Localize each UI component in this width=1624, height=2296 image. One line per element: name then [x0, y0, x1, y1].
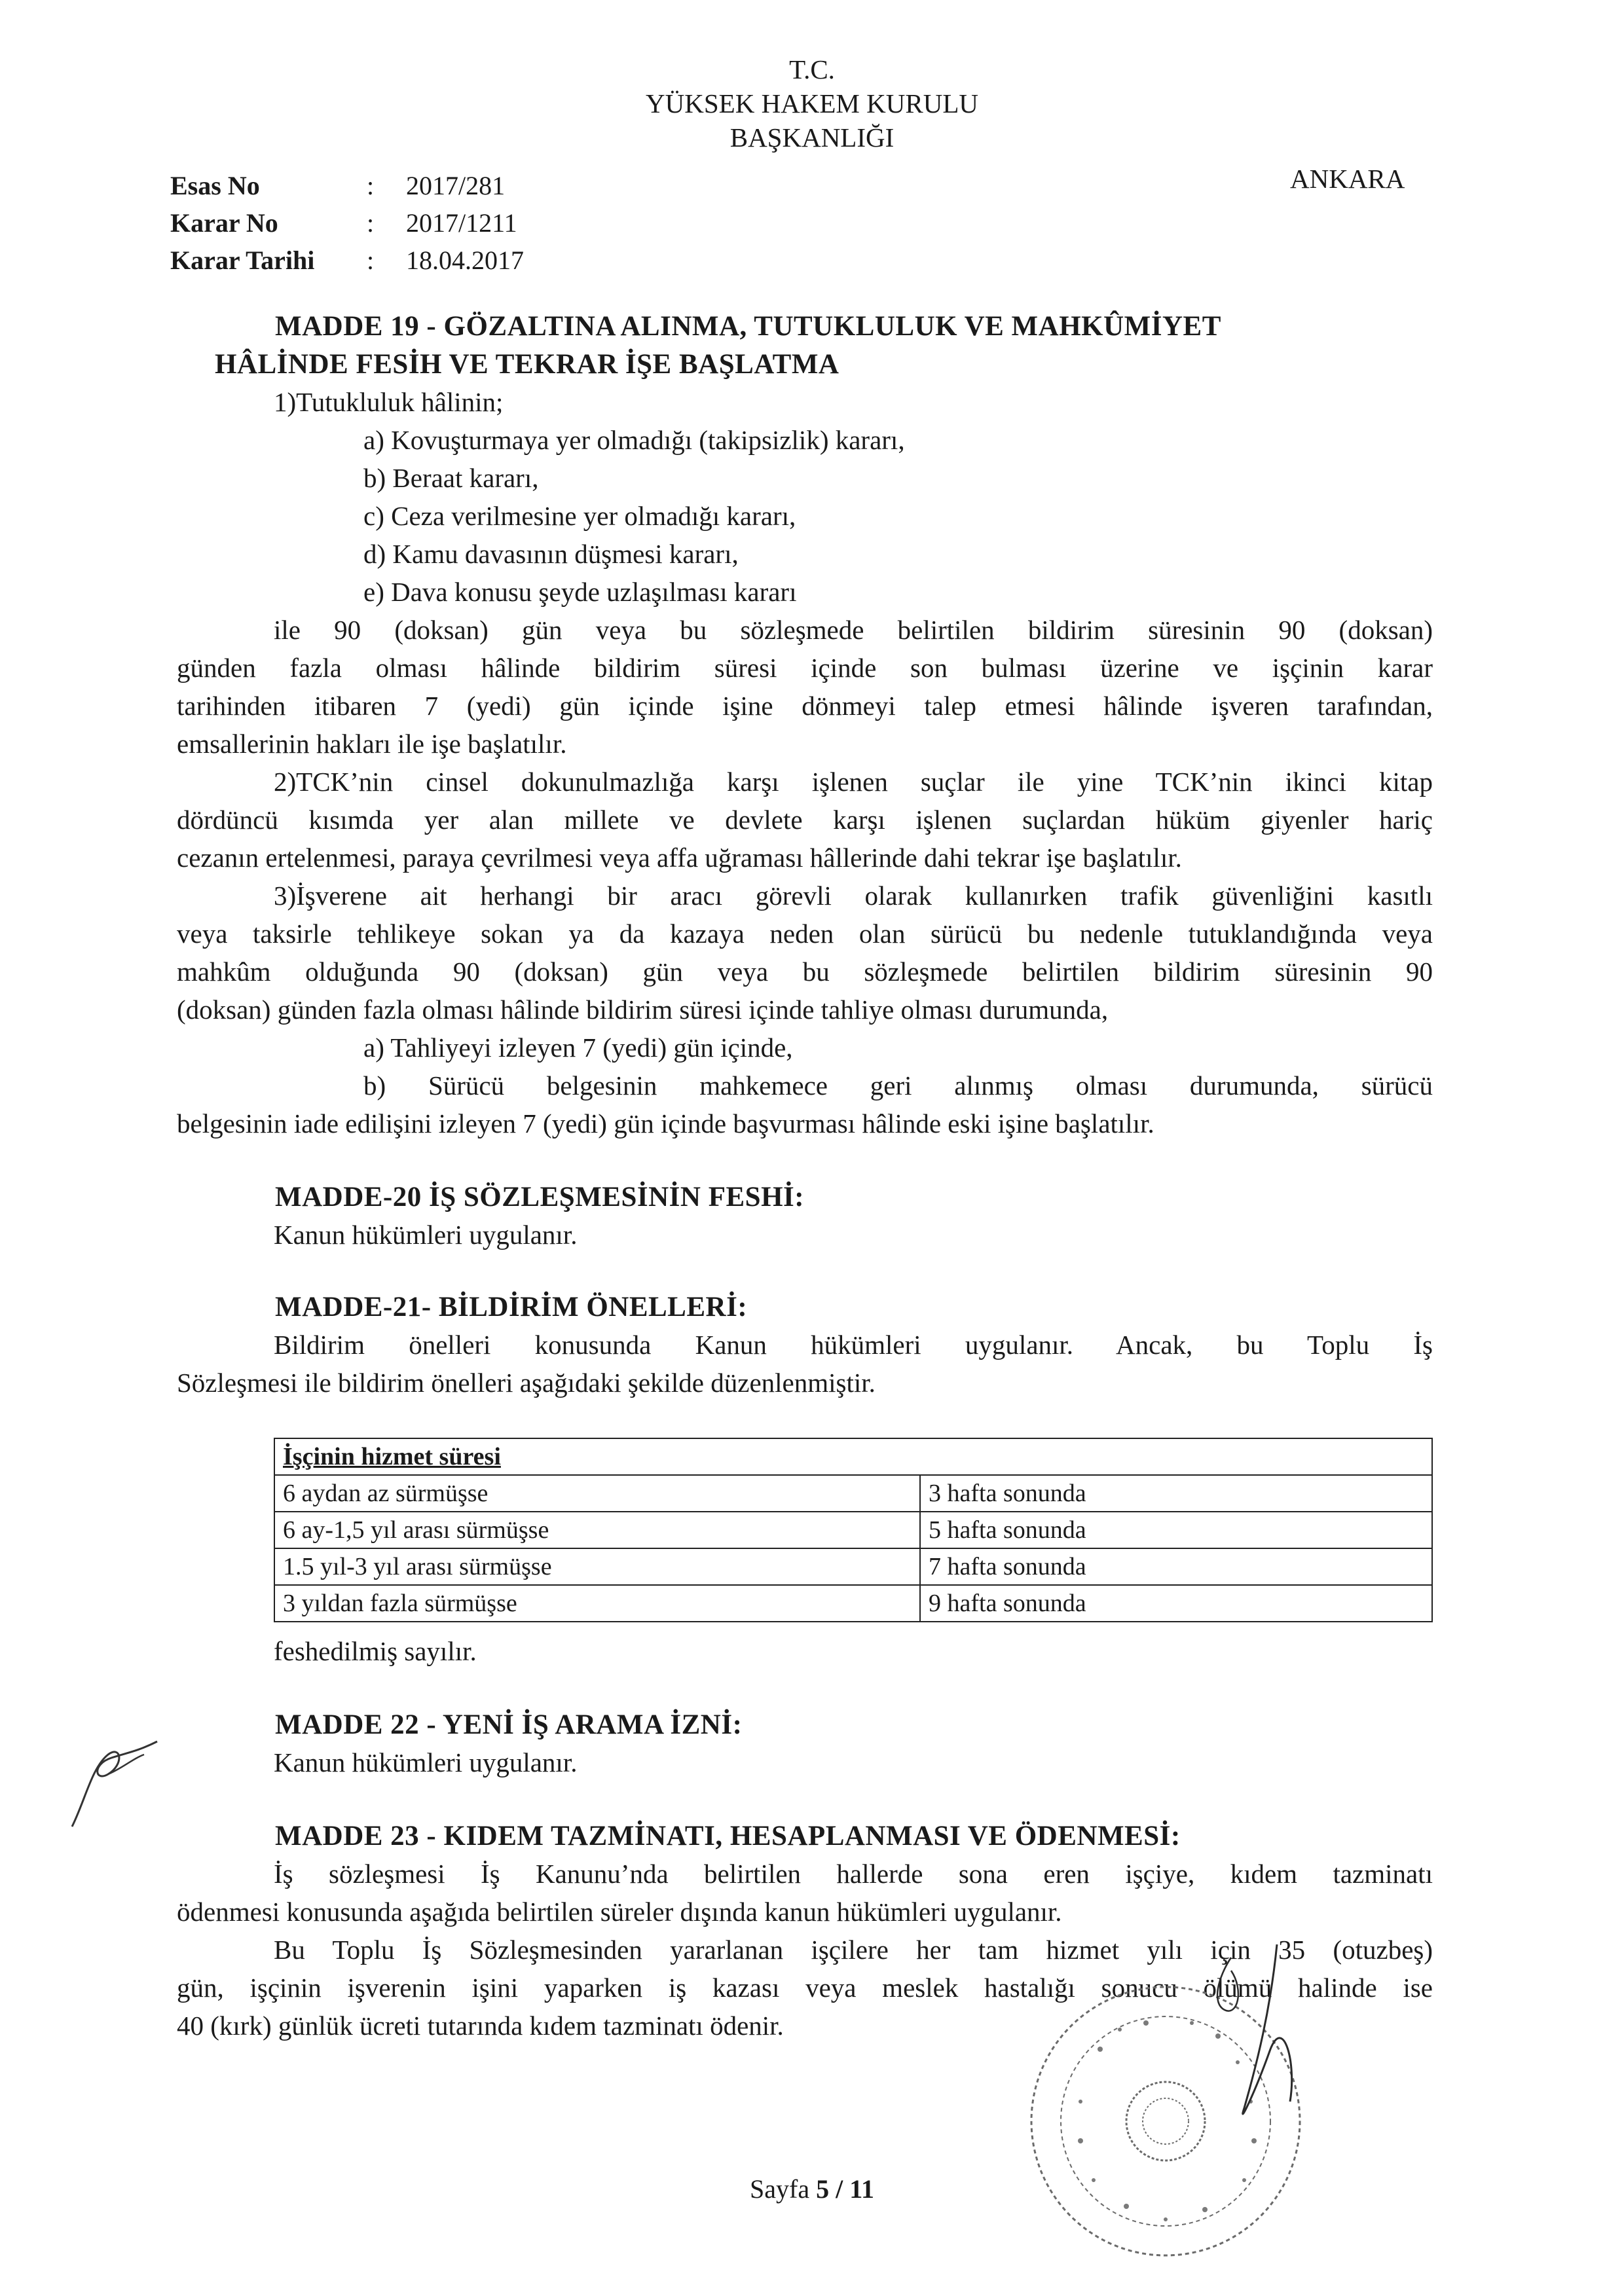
article-19-p3-line4: (doksan) günden fazla olması hâlinde bildirim süresi içinde tahliye olması durumunda,	[177, 994, 1109, 1025]
handwritten-initials-icon	[46, 1728, 164, 1840]
article-19-p1-line2: günden fazla olması hâlinde bildirim süresi içinde son bulması üzerine ve işçinin karar	[177, 653, 1433, 683]
article-19-p1-line1: ile 90 (doksan) gün veya bu sözleşmede belirtilen bildirim süresinin 90 (doksan)	[274, 615, 1433, 645]
article-20-text: Kanun hükümleri uygulanır.	[274, 1220, 578, 1250]
notice-cell: 9 hafta sonunda	[920, 1585, 1432, 1622]
meta-value: 18.04.2017	[406, 246, 524, 275]
page-current: 5	[816, 2174, 830, 2204]
meta-label: Esas No	[170, 171, 260, 200]
article-23-p1-line2: ödenmesi konusunda aşağıda belirtilen süreler dışında kanun hükümleri uygulanır.	[177, 1897, 1062, 1927]
notice-period-table	[274, 1438, 1433, 1622]
table-row	[274, 1475, 1432, 1512]
article-21-line2: Sözleşmesi ile bildirim önelleri aşağıdaki şekilde düzenlenmiştir.	[177, 1368, 876, 1398]
duration-cell: 3 yıldan fazla sürmüşse	[274, 1585, 920, 1622]
institution-header	[458, 52, 1166, 155]
page-number	[0, 2170, 1624, 2208]
meta-row-tarih	[170, 242, 524, 279]
notice-cell: 3 hafta sonunda	[920, 1475, 1432, 1512]
article-19-p2-line3: cezanın ertelenmesi, paraya çevrilmesi veya affa uğraması hâllerinde dahi tekrar işe başlatılır.	[177, 843, 1182, 873]
article-19-item-a: a) Kovuşturmaya yer olmadığı (takipsizlik) kararı,	[363, 425, 905, 455]
article-19-p3-line3: mahkûm olduğunda 90 (doksan) gün veya bu sözleşmede belirtilen bildirim süresinin 90	[177, 957, 1433, 987]
city-label: ANKARA	[1290, 164, 1405, 194]
article-19-title-line1: MADDE 19 - GÖZALTINA ALINMA, TUTUKLULUK VE MAHKÛMİYET	[275, 311, 1221, 342]
article-19-p1-line4: emsallerinin hakları ile işe başlatılır.	[177, 729, 567, 759]
article-19-p3-line2: veya taksirle tehlikeye sokan ya da kazaya neden olan sürücü bu nedenle tutuklandığında veya	[177, 919, 1433, 949]
article-21-title: MADDE-21- BİLDİRİM ÖNELLERİ:	[275, 1292, 748, 1322]
meta-row-esas	[170, 167, 524, 204]
duration-cell: 6 ay-1,5 yıl arası sürmüşse	[274, 1512, 920, 1548]
article-21-line1: Bildirim önelleri konusunda Kanun hükümleri uygulanır. Ancak, bu Toplu İş	[274, 1330, 1433, 1360]
article-19-p3-line1: 3)İşverene ait herhangi bir aracı görevli olarak kullanırken trafik güvenliğini kasıtlı	[274, 881, 1433, 911]
meta-sep: :	[367, 246, 375, 275]
meta-label: Karar No	[170, 208, 278, 238]
notice-cell: 5 hafta sonunda	[920, 1512, 1432, 1548]
article-19-p2-line1: 2)TCK’nin cinsel dokunulmazlığa karşı işlenen suçlar ile yine TCK’nin ikinci kitap	[274, 767, 1433, 797]
meta-value: 2017/1211	[406, 208, 517, 238]
article-19-p3-item-a: a) Tahliyeyi izleyen 7 (yedi) gün içinde,	[363, 1032, 793, 1063]
table-row	[274, 1548, 1432, 1585]
article-19-title-line2: HÂLİNDE FESİH VE TEKRAR İŞE BAŞLATMA	[215, 349, 840, 380]
duration-cell: 6 aydan az sürmüşse	[274, 1475, 920, 1512]
page-label: Sayfa	[750, 2174, 810, 2204]
header-tc: T.C.	[789, 54, 835, 84]
article-22-title: MADDE 22 - YENİ İŞ ARAMA İZNİ:	[275, 1709, 743, 1740]
article-23-p1-line1: İş sözleşmesi İş Kanunu’nda belirtilen hallerde sona eren işçiye, kıdem tazminatı	[274, 1859, 1433, 1889]
article-23-p2-line2: gün, işçinin işverenin işini yaparken iş kazası veya meslek hastalığı sonucu ölümü halinde ise	[177, 1973, 1433, 2003]
case-meta-table	[170, 167, 524, 279]
article-23-title: MADDE 23 - KIDEM TAZMİNATI, HESAPLANMASI VE ÖDENMESİ:	[275, 1821, 1181, 1851]
table-header-cell: İşçinin hizmet süresi	[274, 1438, 1432, 1475]
meta-sep: :	[367, 208, 375, 238]
meta-value: 2017/281	[406, 171, 506, 200]
article-19-item-d: d) Kamu davasının düşmesi kararı,	[363, 539, 739, 569]
meta-row-karar	[170, 204, 524, 242]
article-19-p2-line2: dördüncü kısımda yer alan millete ve devlete karşı işlenen suçlardan hüküm giyenler hariç	[177, 805, 1433, 835]
article-19-p1-intro: 1)Tutukluluk hâlinin;	[274, 387, 504, 417]
table-row	[274, 1585, 1432, 1622]
page-total: 11	[849, 2174, 874, 2204]
article-19-p1-line3: tarihinden itibaren 7 (yedi) gün içinde işine dönmeyi talep etmesi hâlinde işveren tarafından,	[177, 691, 1433, 721]
table-header-row	[274, 1438, 1432, 1475]
article-19-item-c: c) Ceza verilmesine yer olmadığı kararı,	[363, 501, 796, 531]
table-row	[274, 1512, 1432, 1548]
article-23-p2-line1: Bu Toplu İş Sözleşmesinden yararlanan işçilere her tam hizmet yılı için 35 (otuzbeş)	[274, 1935, 1433, 1965]
article-23-p2-line3: 40 (kırk) günlük ücreti tutarında kıdem tazminatı ödenir.	[177, 2011, 784, 2041]
page-separator: /	[836, 2174, 843, 2204]
article-22-text: Kanun hükümleri uygulanır.	[274, 1747, 578, 1777]
article-21-after-table: feshedilmiş sayılır.	[274, 1636, 477, 1666]
article-20-title: MADDE-20 İŞ SÖZLEŞMESİNİN FESHİ:	[275, 1182, 805, 1212]
official-seal-icon	[995, 1931, 1362, 2285]
article-19-p3-item-b-line1: b) Sürücü belgesinin mahkemece geri alınmış olması durumunda, sürücü	[363, 1070, 1433, 1101]
meta-sep: :	[367, 171, 375, 200]
article-19-p3-item-b-line2: belgesinin iade edilişini izleyen 7 (yedi) gün içinde başvurması hâlinde eski işine başlatılır.	[177, 1108, 1154, 1139]
header-department: BAŞKANLIĞI	[729, 122, 895, 153]
notice-cell: 7 hafta sonunda	[920, 1548, 1432, 1585]
meta-label: Karar Tarihi	[170, 246, 315, 275]
article-19-item-b: b) Beraat kararı,	[363, 463, 539, 493]
article-19-item-e: e) Dava konusu şeyde uzlaşılması kararı	[363, 577, 797, 607]
header-institution: YÜKSEK HAKEM KURULU	[646, 88, 978, 118]
duration-cell: 1.5 yıl-3 yıl arası sürmüşse	[274, 1548, 920, 1585]
